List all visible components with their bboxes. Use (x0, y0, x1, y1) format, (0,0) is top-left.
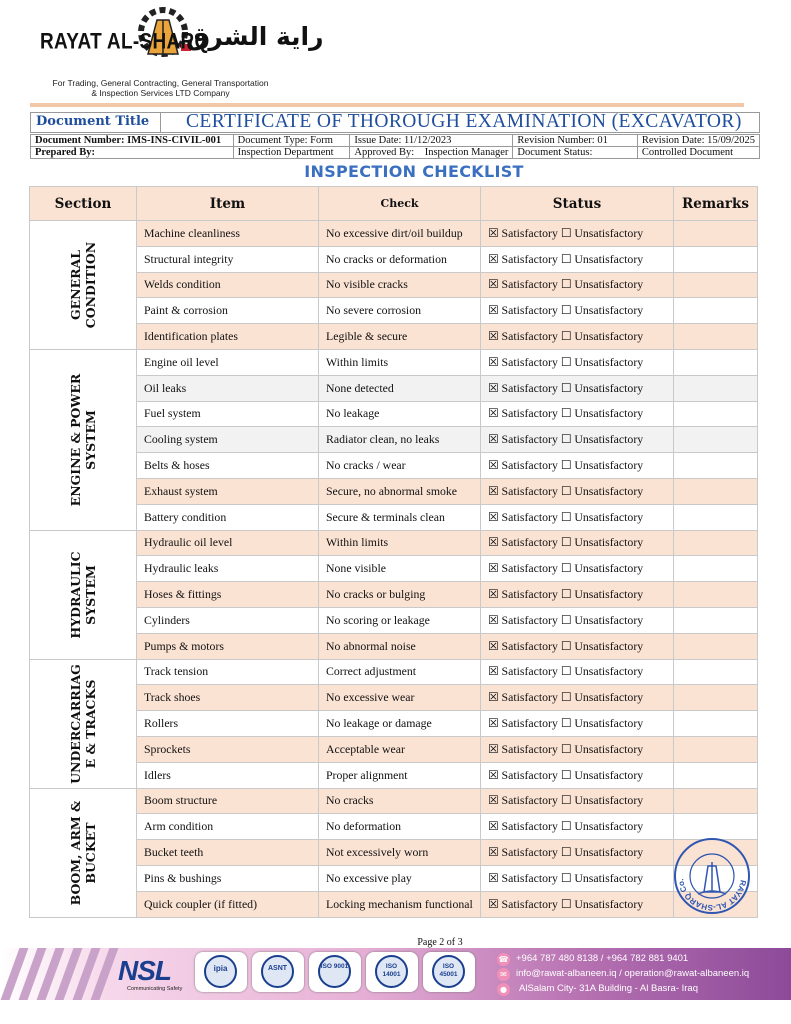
section-label (68, 551, 98, 638)
location-icon: ● (497, 983, 510, 996)
prepared-by-label: Prepared By: (31, 147, 234, 159)
item-cell: Quick coupler (if fitted) (137, 891, 319, 917)
document-meta-table (30, 134, 760, 159)
item-cell: Machine cleanliness (137, 221, 319, 247)
table-row (30, 298, 758, 324)
item-cell: Pumps & motors (137, 633, 319, 659)
check-cell: Proper alignment (319, 762, 481, 788)
item-cell: Belts & hoses (137, 453, 319, 479)
company-name-en: RAYAT AL-SHARQ (40, 30, 210, 55)
item-cell: Track tension (137, 659, 319, 685)
remarks-cell (674, 504, 758, 530)
table-row (30, 349, 758, 375)
col-check-header: Check (319, 187, 481, 221)
table-row (30, 633, 758, 659)
checklist-title: INSPECTION CHECKLIST (304, 162, 524, 181)
check-cell: Acceptable wear (319, 736, 481, 762)
check-cell: No scoring or leakage (319, 607, 481, 633)
meta-row-2 (31, 147, 760, 159)
table-row (30, 685, 758, 711)
nsl-tagline: Communicating Safety (127, 986, 183, 992)
table-row (30, 582, 758, 608)
revision-date: Revision Date: 15/09/2025 (637, 135, 759, 147)
iso-9001-badge (309, 952, 361, 992)
table-row (30, 504, 758, 530)
status-cell: ☒ Satisfactory ☐ Unsatisfactory (481, 633, 674, 659)
footer-email: info@rawat-albaneen.iq / operation@rawat-albaneen.iq (516, 968, 750, 979)
table-row (30, 814, 758, 840)
remarks-cell (674, 582, 758, 608)
check-cell: None detected (319, 375, 481, 401)
section-label (68, 373, 98, 506)
table-row (30, 272, 758, 298)
check-cell: No cracks (319, 788, 481, 814)
item-cell: Cylinders (137, 607, 319, 633)
table-row (30, 788, 758, 814)
item-cell: Arm condition (137, 814, 319, 840)
section-label-line1: BOOM, ARM & (68, 800, 83, 905)
item-cell: Identification plates (137, 324, 319, 350)
document-status-label: Document Status: (513, 147, 637, 159)
item-cell: Boom structure (137, 788, 319, 814)
nsl-logo: NSL (118, 955, 171, 986)
check-cell: Radiator clean, no leaks (319, 427, 481, 453)
section-cell (30, 221, 137, 350)
status-cell: ☒ Satisfactory ☐ Unsatisfactory (481, 607, 674, 633)
section-label-line2: CONDITION (83, 241, 98, 329)
remarks-cell (674, 272, 758, 298)
table-row (30, 711, 758, 737)
company-subtitle-line2: & Inspection Services LTD Company (91, 88, 230, 98)
approved-by-value: Inspection Manager (424, 147, 509, 158)
item-cell: Idlers (137, 762, 319, 788)
table-row (30, 762, 758, 788)
remarks-cell (674, 659, 758, 685)
iso-14001-badge (366, 952, 418, 992)
remarks-cell (674, 685, 758, 711)
section-label-line1: ENGINE & POWER (68, 373, 83, 507)
table-row (30, 401, 758, 427)
check-cell: No excessive play (319, 865, 481, 891)
status-cell: ☒ Satisfactory ☐ Unsatisfactory (481, 478, 674, 504)
check-cell: Not excessively worn (319, 840, 481, 866)
asnt-badge (252, 952, 304, 992)
table-row (30, 427, 758, 453)
status-cell: ☒ Satisfactory ☐ Unsatisfactory (481, 504, 674, 530)
remarks-cell (674, 762, 758, 788)
company-subtitle-line1: For Trading, General Contracting, General Transportation (52, 78, 269, 88)
item-cell: Welds condition (137, 272, 319, 298)
check-cell: No excessive dirt/oil buildup (319, 221, 481, 247)
check-cell: Within limits (319, 349, 481, 375)
check-cell: No abnormal noise (319, 633, 481, 659)
remarks-cell (674, 711, 758, 737)
check-cell: No leakage or damage (319, 711, 481, 737)
stamp-text: RAYAT AL-SHARQ Co. (676, 878, 748, 913)
remarks-cell (674, 349, 758, 375)
section-cell (30, 349, 137, 530)
section-label-line1: UNDERCARRIAG (68, 663, 83, 784)
item-cell: Engine oil level (137, 349, 319, 375)
check-cell: No leakage (319, 401, 481, 427)
section-cell (30, 659, 137, 788)
table-row (30, 478, 758, 504)
table-row (30, 607, 758, 633)
item-cell: Track shoes (137, 685, 319, 711)
checklist-body (30, 221, 758, 918)
table-row (30, 375, 758, 401)
section-label-line2: SYSTEM (83, 409, 98, 470)
check-cell: No cracks or deformation (319, 246, 481, 272)
remarks-cell (674, 478, 758, 504)
table-row (30, 221, 758, 247)
item-cell: Cooling system (137, 427, 319, 453)
remarks-cell (674, 453, 758, 479)
item-cell: Sprockets (137, 736, 319, 762)
company-name-ar: راية الشرق (186, 22, 324, 51)
section-label-line2: E & TRACKS (83, 679, 98, 768)
status-cell: ☒ Satisfactory ☐ Unsatisfactory (481, 865, 674, 891)
table-row (30, 453, 758, 479)
table-row (30, 736, 758, 762)
status-cell: ☒ Satisfactory ☐ Unsatisfactory (481, 891, 674, 917)
document-title: CERTIFICATE OF THOROUGH EXAMINATION (EXCAVATOR) (186, 111, 742, 132)
remarks-cell (674, 324, 758, 350)
meta-row-1 (31, 135, 760, 147)
item-cell: Battery condition (137, 504, 319, 530)
status-cell: ☒ Satisfactory ☐ Unsatisfactory (481, 530, 674, 556)
item-cell: Oil leaks (137, 375, 319, 401)
footer-address: AlSalam City- 31A Building - Al Basra- Iraq (519, 983, 698, 994)
item-cell: Structural integrity (137, 246, 319, 272)
remarks-cell (674, 556, 758, 582)
status-cell: ☒ Satisfactory ☐ Unsatisfactory (481, 375, 674, 401)
iso-45001-badge (423, 952, 475, 992)
iso-9001-badge-text: ISO 9001 (318, 955, 351, 988)
company-stamp (672, 836, 752, 916)
iso-14001-badge-text: ISO 14001 (375, 955, 408, 988)
email-icon: ✉ (497, 968, 510, 981)
check-cell: Within limits (319, 530, 481, 556)
check-cell: Secure, no abnormal smoke (319, 478, 481, 504)
check-cell: Locking mechanism functional (319, 891, 481, 917)
document-status-value: Controlled Document (637, 147, 759, 159)
status-cell: ☒ Satisfactory ☐ Unsatisfactory (481, 221, 674, 247)
check-cell: No cracks / wear (319, 453, 481, 479)
table-row (30, 891, 758, 917)
check-cell: None visible (319, 556, 481, 582)
status-cell: ☒ Satisfactory ☐ Unsatisfactory (481, 685, 674, 711)
approved-by (350, 147, 513, 159)
status-cell: ☒ Satisfactory ☐ Unsatisfactory (481, 814, 674, 840)
header-divider (30, 103, 744, 107)
item-cell: Hydraulic oil level (137, 530, 319, 556)
item-cell: Rollers (137, 711, 319, 737)
status-cell: ☒ Satisfactory ☐ Unsatisfactory (481, 762, 674, 788)
table-row (30, 865, 758, 891)
section-label (68, 664, 98, 784)
title-separator (160, 112, 161, 133)
section-label-line1: GENERAL (68, 249, 83, 321)
check-cell: No severe corrosion (319, 298, 481, 324)
remarks-cell (674, 607, 758, 633)
remarks-cell (674, 221, 758, 247)
remarks-cell (674, 788, 758, 814)
check-cell: No visible cracks (319, 272, 481, 298)
revision-number: Revision Number: 01 (513, 135, 637, 147)
section-cell (30, 788, 137, 917)
check-cell: Legible & secure (319, 324, 481, 350)
status-cell: ☒ Satisfactory ☐ Unsatisfactory (481, 840, 674, 866)
document-type: Document Type: Form (233, 135, 350, 147)
status-cell: ☒ Satisfactory ☐ Unsatisfactory (481, 788, 674, 814)
col-status-header: Status (481, 187, 674, 221)
table-row (30, 556, 758, 582)
status-cell: ☒ Satisfactory ☐ Unsatisfactory (481, 246, 674, 272)
phone-icon: ☎ (498, 955, 509, 964)
section-cell (30, 530, 137, 659)
remarks-cell (674, 246, 758, 272)
section-label (68, 242, 98, 328)
check-cell: No deformation (319, 814, 481, 840)
status-cell: ☒ Satisfactory ☐ Unsatisfactory (481, 453, 674, 479)
table-row (30, 246, 758, 272)
section-label-line2: SYSTEM (83, 564, 98, 625)
footer-phone: +964 787 480 8138 / +964 782 881 9401 (516, 953, 689, 964)
page-number: Page 2 of 3 (417, 937, 463, 948)
approved-by-label: Approved By: (354, 147, 415, 158)
remarks-cell (674, 633, 758, 659)
item-cell: Bucket teeth (137, 840, 319, 866)
item-cell: Hoses & fittings (137, 582, 319, 608)
remarks-cell (674, 736, 758, 762)
section-label (68, 800, 98, 905)
remarks-cell (674, 401, 758, 427)
prepared-by-value: Inspection Department (233, 147, 350, 159)
document-number: Document Number: IMS-INS-CIVIL-001 (31, 135, 234, 147)
table-row (30, 659, 758, 685)
remarks-cell (674, 427, 758, 453)
asnt-badge-text: ASNT (261, 955, 294, 988)
table-row (30, 840, 758, 866)
remarks-cell (674, 375, 758, 401)
status-cell: ☒ Satisfactory ☐ Unsatisfactory (481, 736, 674, 762)
col-section-header: Section (30, 187, 137, 221)
status-cell: ☒ Satisfactory ☐ Unsatisfactory (481, 298, 674, 324)
section-label-line1: HYDRAULIC (68, 550, 83, 639)
status-cell: ☒ Satisfactory ☐ Unsatisfactory (481, 272, 674, 298)
status-cell: ☒ Satisfactory ☐ Unsatisfactory (481, 324, 674, 350)
item-cell: Exhaust system (137, 478, 319, 504)
document-title-label: Document Title (36, 114, 150, 129)
check-cell: No excessive wear (319, 685, 481, 711)
check-cell: Secure & terminals clean (319, 504, 481, 530)
remarks-cell (674, 530, 758, 556)
issue-date: Issue Date: 11/12/2023 (350, 135, 513, 147)
item-cell: Fuel system (137, 401, 319, 427)
status-cell: ☒ Satisfactory ☐ Unsatisfactory (481, 427, 674, 453)
inspection-checklist-table (29, 186, 758, 918)
status-cell: ☒ Satisfactory ☐ Unsatisfactory (481, 349, 674, 375)
status-cell: ☒ Satisfactory ☐ Unsatisfactory (481, 556, 674, 582)
ipia-badge-text: ipia (204, 955, 237, 988)
company-subtitle (38, 78, 283, 98)
status-cell: ☒ Satisfactory ☐ Unsatisfactory (481, 659, 674, 685)
status-cell: ☒ Satisfactory ☐ Unsatisfactory (481, 582, 674, 608)
section-label-line2: BUCKET (83, 821, 98, 884)
iso-45001-badge-text: ISO 45001 (432, 955, 465, 988)
table-row (30, 324, 758, 350)
item-cell: Hydraulic leaks (137, 556, 319, 582)
col-remarks-header: Remarks (674, 187, 758, 221)
item-cell: Paint & corrosion (137, 298, 319, 324)
table-header-row (30, 187, 758, 221)
status-cell: ☒ Satisfactory ☐ Unsatisfactory (481, 711, 674, 737)
ipia-badge (195, 952, 247, 992)
check-cell: Correct adjustment (319, 659, 481, 685)
check-cell: No cracks or bulging (319, 582, 481, 608)
table-row (30, 530, 758, 556)
item-cell: Pins & bushings (137, 865, 319, 891)
status-cell: ☒ Satisfactory ☐ Unsatisfactory (481, 401, 674, 427)
remarks-cell (674, 298, 758, 324)
col-item-header: Item (137, 187, 319, 221)
